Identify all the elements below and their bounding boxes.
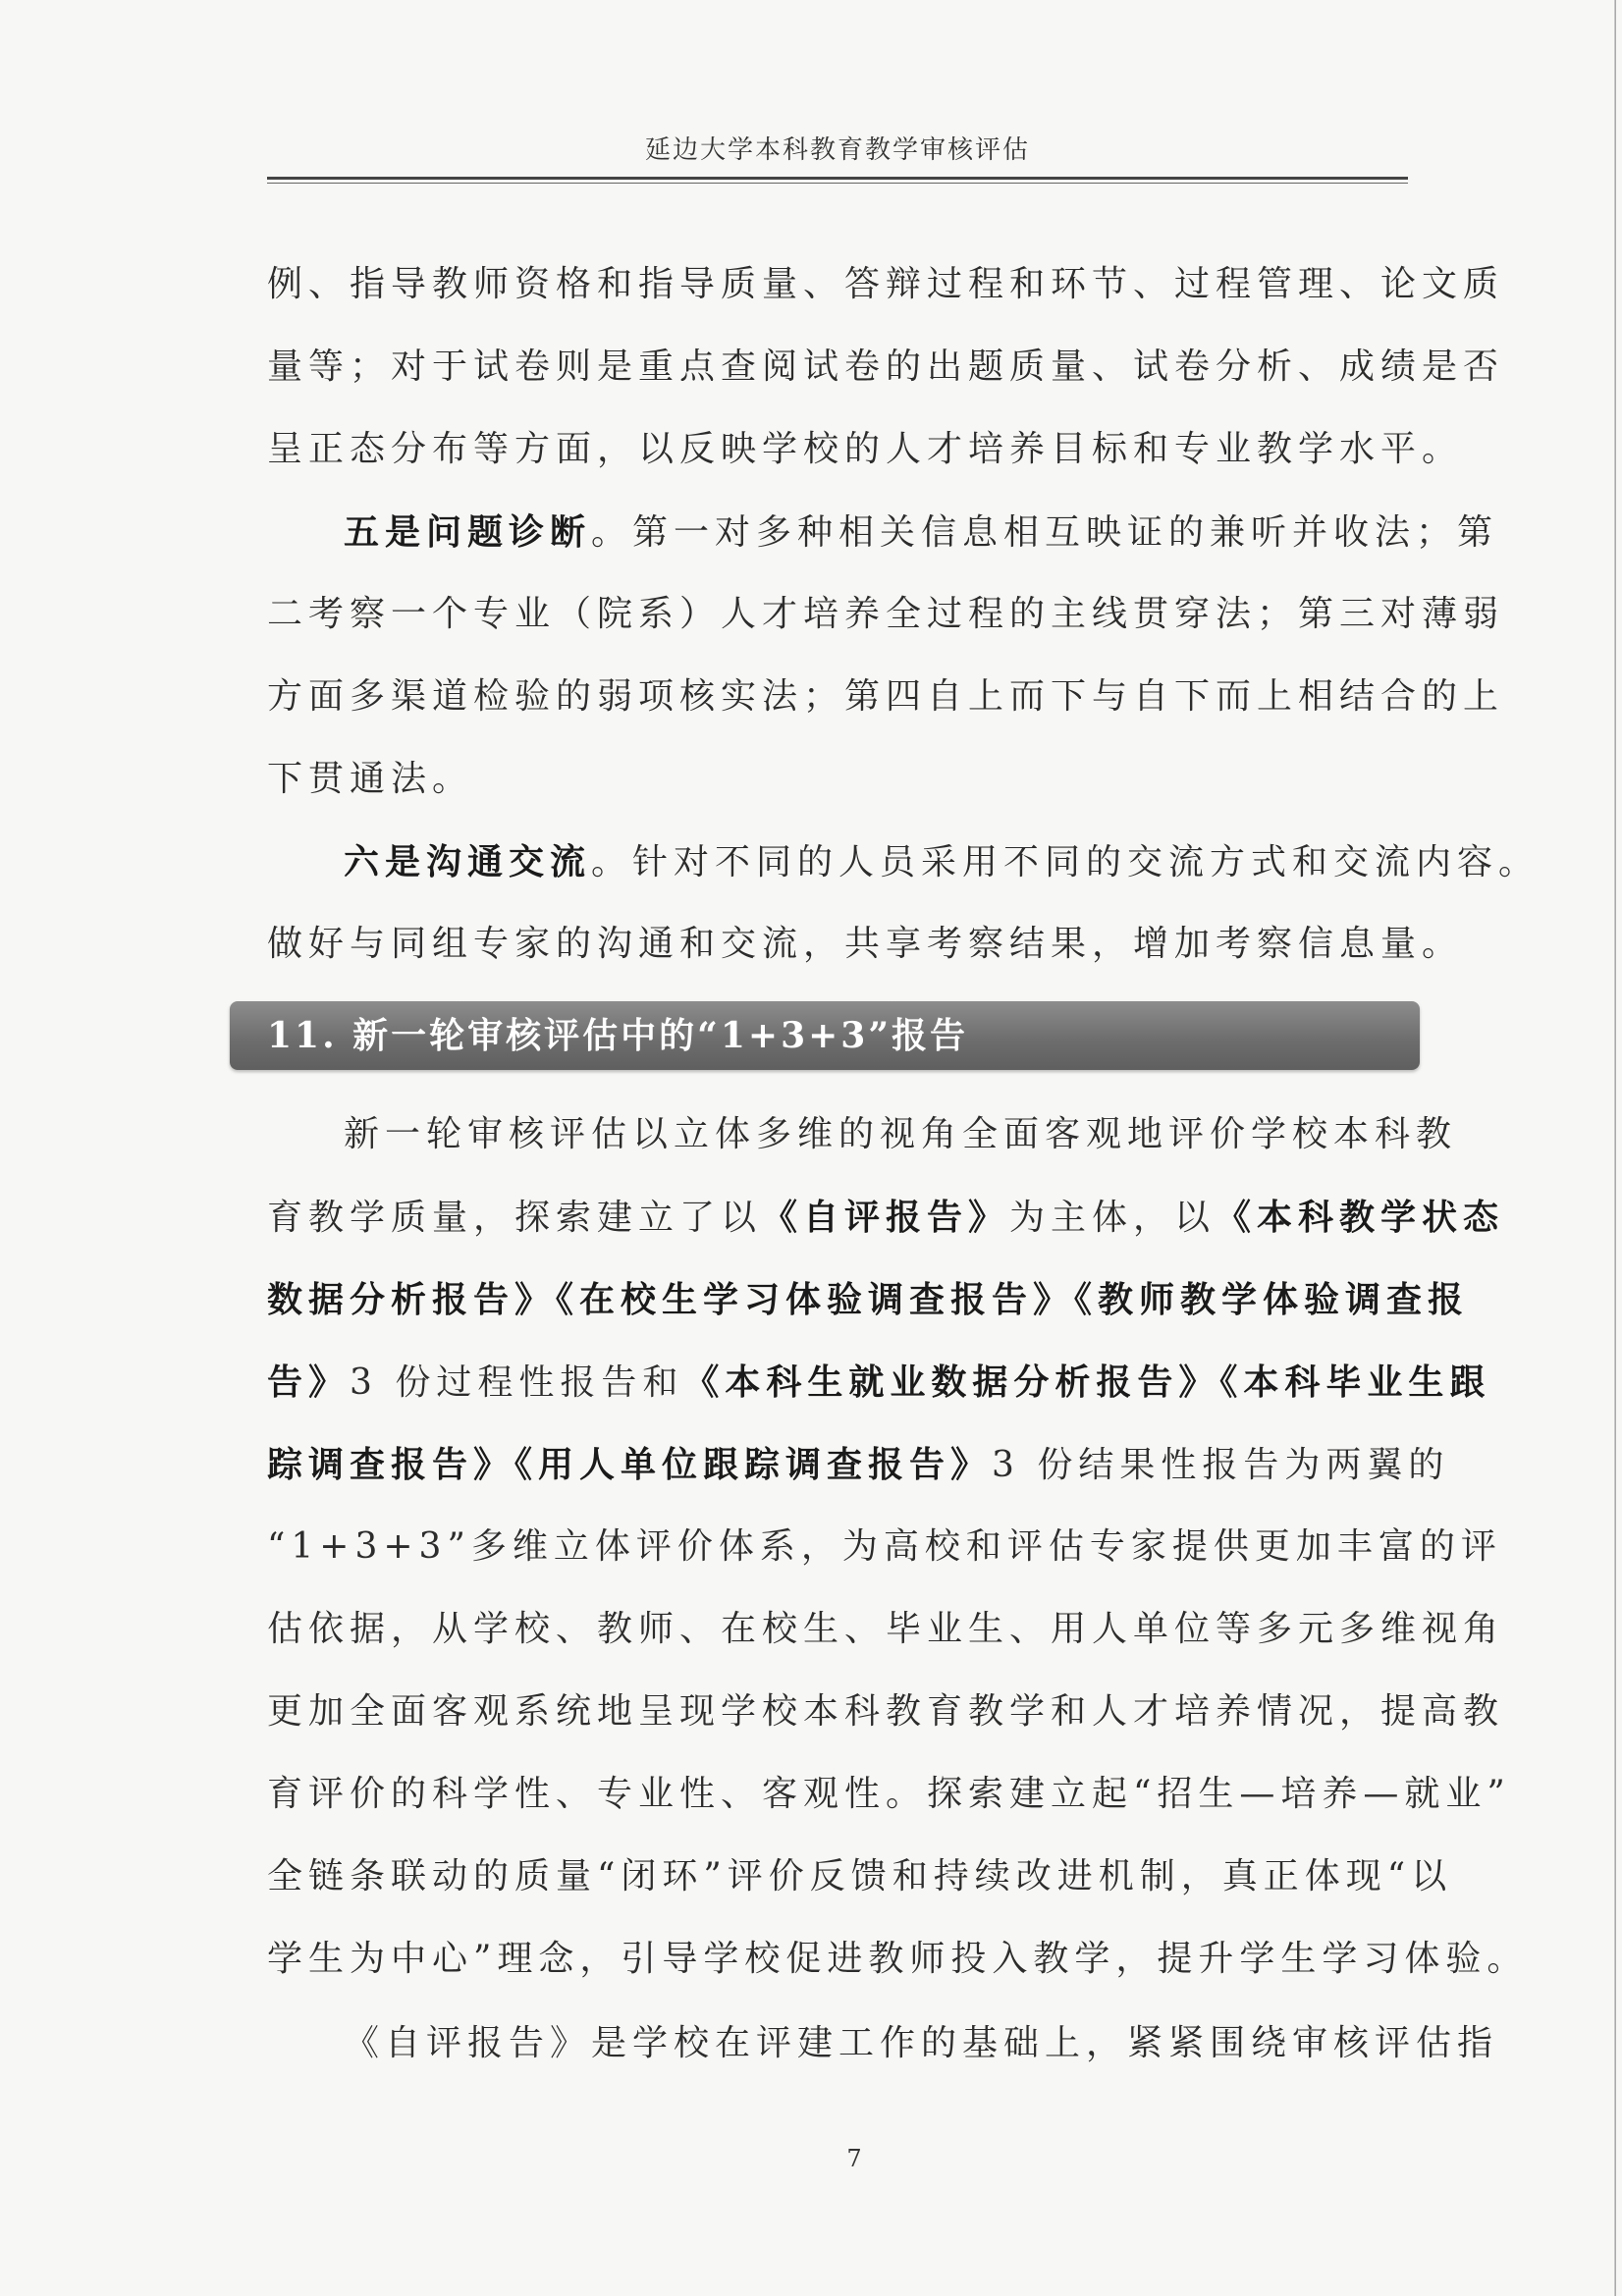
point-five-paragraph <box>267 491 1505 821</box>
point-six-paragraph <box>267 821 1541 986</box>
text-run: 3 份过程性报告和 <box>350 1362 684 1403</box>
text-line: 量等；对于试卷则是重点查阅试卷的出题质量、试卷分析、成绩是否 <box>267 347 1505 387</box>
text-line <box>267 1176 1505 1258</box>
running-header: 延边大学本科教育教学审核评估 <box>644 135 1030 165</box>
text-run: 为主体，以 <box>1009 1198 1216 1238</box>
page-edge-shadow <box>1614 0 1616 2296</box>
text-line: 例、指导教师资格和指导质量、答辩过程和环节、过程管理、论文质 <box>267 264 1505 304</box>
text-line: 呈正态分布等方面，以反映学校的人才培养目标和专业教学水平。 <box>267 429 1464 469</box>
header-rule <box>267 177 1408 180</box>
point-six-heading: 六是沟通交流 <box>344 841 592 882</box>
text-line: 方面多渠道检验的弱项核实法；第四自上而下与自下而上相结合的上 <box>267 676 1505 717</box>
text-line: 更加全面客观系统地呈现学校本科教育教学和人才培养情况，提高教 <box>267 1691 1505 1732</box>
point-five-heading: 五是问题诊断 <box>344 511 592 553</box>
text-line: 全链条联动的质量“闭环”评价反馈和持续改进机制，真正体现“以 <box>267 1856 1453 1896</box>
text-line: 做好与同组专家的沟通和交流，共享考察结果，增加考察信息量。 <box>267 924 1464 964</box>
page-number: 7 <box>846 2145 862 2172</box>
text-line: “1+3+3”多维立体评价体系，为高校和评估专家提供更加丰富的评 <box>267 1526 1502 1567</box>
report-title-bold: 《本科教学状态 <box>1216 1197 1505 1238</box>
text-line: 二考察一个专业（院系）人才培养全过程的主线贯穿法；第三对薄弱 <box>267 594 1505 634</box>
report-title-bold: 告》 <box>267 1362 351 1403</box>
text-line <box>267 1341 1491 1423</box>
point-five-text: 。第一对多种相关信息相互映证的兼听并收法；第 <box>591 512 1499 553</box>
text-run: 3 份结果性报告为两翼的 <box>992 1445 1450 1485</box>
report-title-bold: 《本科生就业数据分析报告》《本科毕业生跟 <box>683 1362 1491 1403</box>
text-line: 估依据，从学校、教师、在校生、毕业生、用人单位等多元多维视角 <box>267 1609 1505 1649</box>
text-line: 育评价的科学性、专业性、客观性。探索建立起“招生—培养—就业” <box>267 1774 1511 1814</box>
text-run: 育教学质量，探索建立了以 <box>267 1198 763 1238</box>
text-line <box>267 491 1499 573</box>
report-title-self-eval: 《自评报告》 <box>762 1197 1010 1238</box>
text-line <box>267 1423 1450 1506</box>
report-title-bold: 踪调查报告》《用人单位跟踪调查报告》 <box>267 1444 993 1485</box>
text-line-bold: 数据分析报告》《在校生学习体验调查报告》《教师教学体验调查报 <box>267 1279 1470 1320</box>
text-line: 下贯通法。 <box>267 759 474 799</box>
text-line <box>267 821 1541 903</box>
report-paragraph <box>267 1094 1529 2001</box>
next-paragraph <box>267 2002 1499 2085</box>
text-line: 学生为中心”理念，引导学校促进教师投入教学，提升学生学习体验。 <box>267 1939 1529 1979</box>
intro-paragraph <box>267 243 1505 491</box>
text-line: 新一轮审核评估以立体多维的视角全面客观地评价学校本科教 <box>344 1114 1458 1154</box>
header-rule-thin <box>267 183 1408 184</box>
point-six-text: 。针对不同的人员采用不同的交流方式和交流内容。 <box>591 842 1541 882</box>
text-line: 《自评报告》是学校在评建工作的基础上，紧紧围绕审核评估指 <box>344 2023 1499 2063</box>
section-heading: 11. 新一轮审核评估中的“1+3+3”报告 <box>267 1015 969 1056</box>
